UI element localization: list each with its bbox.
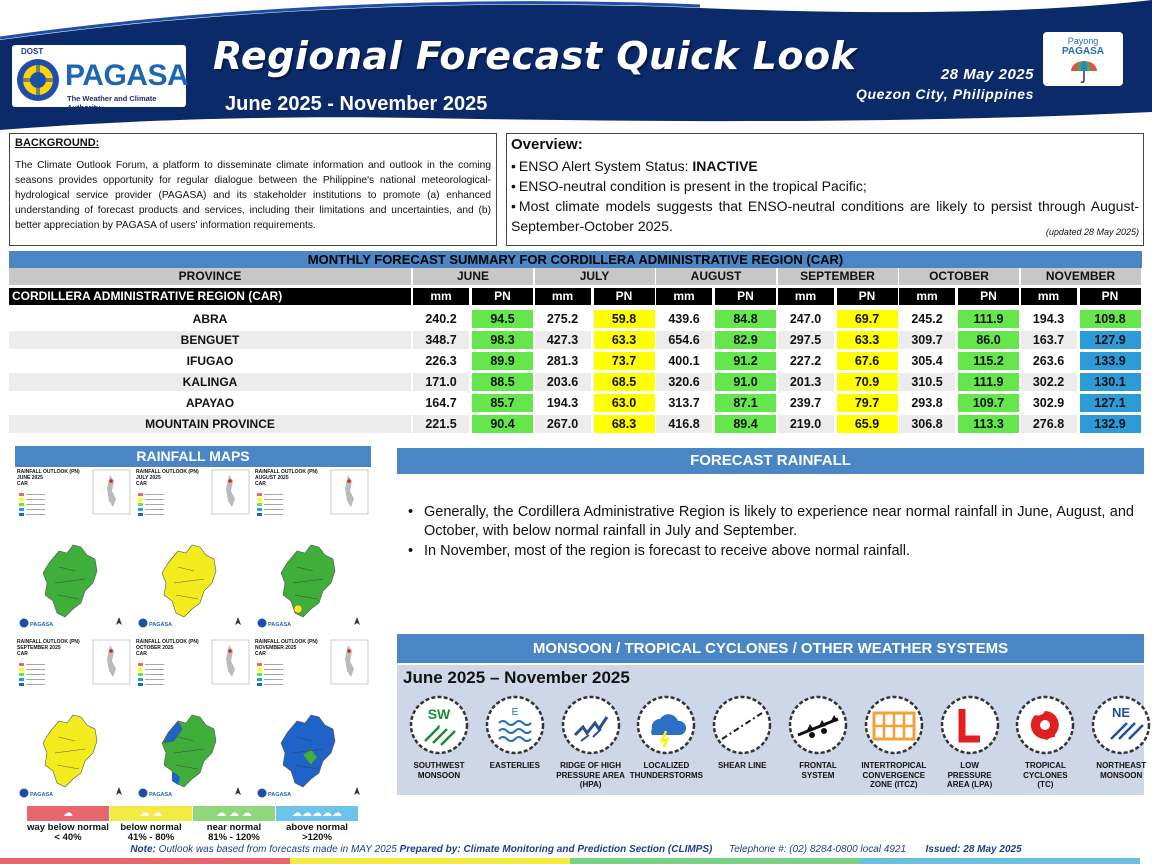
forecast-rainfall-list (408, 503, 1134, 562)
weather-systems-panel (397, 665, 1147, 795)
frontal-system-icon (788, 695, 848, 755)
legend-range: >120% (302, 832, 332, 843)
rainfall-mm-value: 194.3 (1032, 312, 1065, 326)
weather-system-label-line: CYCLONES (1023, 770, 1068, 780)
weather-system-label-line: LOCALIZED (643, 761, 690, 770)
rainfall-mm-value: 306.8 (899, 415, 955, 433)
footer (0, 844, 1152, 855)
easterlies-icon (485, 695, 545, 755)
weather-system-label-line: MONSOON (417, 770, 461, 780)
province-name: KALINGA (9, 373, 411, 391)
map-month-line: NOVEMBER 2025 (255, 645, 297, 651)
percent-normal-value: 63.3 (594, 331, 655, 349)
map-month-line: JUNE 2025 (17, 475, 43, 481)
forecast-rainfall-heading: FORECAST RAINFALL (397, 448, 1144, 474)
rainfall-mm-value: 310.5 (899, 373, 955, 391)
legend-label (27, 823, 109, 843)
background-heading: BACKGROUND: (15, 137, 100, 149)
rainfall-mm-value: 203.6 (535, 373, 591, 391)
rainfall-maps-heading: RAINFALL MAPS (15, 446, 371, 467)
percent-normal-value: 132.9 (1080, 415, 1141, 433)
legend-swatch (276, 806, 358, 821)
weather-system-label-line: INTERTROPICAL (861, 761, 927, 770)
footer-prepared-by: Prepared by: Climate Monitoring and Prediction Section (CLIMPS) (399, 844, 713, 855)
rainfall-map-graphic (134, 637, 252, 805)
weather-systems-heading: MONSOON / TROPICAL CYCLONES / OTHER WEATHER SYSTEMS (397, 634, 1144, 663)
mm-column-header: mm (1021, 288, 1077, 305)
weather-system-label (622, 761, 710, 780)
footer-note-label: Note: (130, 844, 156, 855)
weather-system-label-line: SHEAR LINE (717, 761, 767, 770)
footer-stripe-red (0, 858, 290, 864)
rainfall-mm-value: 276.8 (1021, 415, 1077, 433)
percent-normal-value: 113.3 (958, 415, 1019, 433)
legend-swatch (193, 806, 275, 821)
month-header-june: JUNE (413, 268, 533, 285)
map-region-line: CAR (17, 651, 28, 657)
pn-column-header: PN (837, 288, 898, 305)
header-banner (0, 0, 1152, 130)
percent-normal-value: 91.2 (715, 352, 776, 370)
rainfall-map-graphic (15, 467, 133, 635)
legend-range: 81% - 120% (208, 832, 260, 843)
legend-range: 41% - 80% (127, 832, 175, 843)
rainfall-mm-value: 348.7 (413, 331, 469, 349)
rainfall-mm-value: 221.5 (413, 415, 469, 433)
percent-normal-value: 67.6 (837, 352, 898, 370)
rainfall-mm-value: 227.2 (789, 354, 822, 368)
percent-normal-value: 85.7 (472, 394, 533, 412)
rain-cloud-icon: ☁ ☁ ☁ (216, 808, 252, 819)
footer-stripe-green (570, 858, 860, 864)
rainfall-mm-value: 194.3 (546, 396, 579, 410)
agency-name: PAGASA (65, 59, 189, 92)
legend-category: near normal (206, 822, 262, 833)
overview-enso-status (511, 156, 1139, 176)
rainfall-map-graphic (15, 637, 133, 805)
rainfall-map (253, 637, 371, 805)
weather-system-label-line: RIDGE OF HIGH (560, 761, 622, 770)
rainfall-map (253, 467, 371, 635)
weather-system-label-line: CONVERGENCE (862, 770, 926, 780)
legend-swatch (110, 806, 192, 821)
mm-column-header: mm (656, 288, 712, 305)
percent-normal-value: 69.7 (837, 310, 898, 328)
weather-system-label-line: AREA (LPA) (946, 780, 993, 789)
svg-text:PAGASA: PAGASA (268, 622, 292, 628)
rainfall-map (15, 637, 133, 805)
percent-normal-value: 65.9 (837, 415, 898, 433)
rainfall-map-graphic (253, 467, 371, 635)
weather-system-label (850, 761, 938, 790)
percent-normal-value: 109.7 (958, 394, 1019, 412)
weather-system-label-line: NORTHEAST (1096, 761, 1147, 770)
rainfall-mm-value: 309.7 (899, 331, 955, 349)
province-name: BENGUET (9, 331, 411, 349)
percent-normal-value: 127.1 (1080, 394, 1141, 412)
province-name: APAYAO (185, 396, 235, 410)
svg-text:PAGASA: PAGASA (30, 792, 54, 798)
rainfall-mm-value: 245.2 (911, 312, 943, 326)
umbrella-icon (1070, 60, 1098, 84)
rainfall-mm-value: 275.2 (546, 312, 579, 326)
footer-issued: Issued: 28 May 2025 (925, 844, 1022, 855)
rainfall-mm-value: 164.7 (425, 396, 457, 410)
legend-label (110, 823, 192, 843)
overview-list (511, 156, 1139, 236)
issue-date: 28 May 2025 (940, 66, 1034, 83)
mm-column-header: mm (899, 288, 955, 305)
legend-range: < 40% (54, 832, 82, 843)
percent-normal-value: 87.1 (715, 394, 776, 412)
cloud-icon: ☁ ☁ (139, 808, 163, 819)
legend-category: below normal (120, 822, 182, 833)
svg-text:PAGASA: PAGASA (149, 792, 173, 798)
payong-pagasa-logo (1043, 32, 1123, 86)
payong-pagasa-label: PAGASA (1061, 46, 1105, 57)
rainfall-mm-value: 305.4 (911, 354, 943, 368)
month-header-july: JULY (535, 268, 655, 285)
weather-system-label-line: MONSOON (1100, 770, 1143, 780)
overview-section (506, 133, 1144, 246)
pn-column-header: PN (958, 288, 1019, 305)
weather-system-label-line: ZONE (ITCZ) (870, 780, 918, 789)
rainfall-map (15, 467, 133, 635)
weather-system-label-line: THUNDERSTORMS (629, 770, 703, 780)
percent-normal-value: 63.3 (837, 331, 898, 349)
percent-normal-value: 63.0 (594, 394, 655, 412)
footer-note-text: Outlook was based from forecasts made in MAY 2025 (158, 844, 397, 855)
rainfall-mm-value: 293.8 (911, 396, 943, 410)
enso-status-value: INACTIVE (692, 158, 758, 174)
weather-system-label-line: PRESSURE (947, 770, 992, 780)
southwest-monsoon-icon (409, 695, 469, 755)
shear-line-icon (712, 695, 772, 755)
month-header-november: NOVEMBER (1021, 268, 1141, 285)
map-title-line: RAINFALL OUTLOOK (PN) (136, 469, 199, 475)
svg-text:SW: SW (427, 706, 451, 722)
mm-column-header: mm (413, 288, 469, 305)
mm-column-header: mm (535, 288, 591, 305)
rainfall-mm-value: 400.1 (668, 354, 700, 368)
rainfall-map (134, 467, 252, 635)
map-title-line: RAINFALL OUTLOOK (PN) (136, 639, 199, 645)
page-title: Regional Forecast Quick Look (213, 34, 857, 78)
forecast-bullet: • In November, most of the region is forecast to receive above normal rainfall. (408, 542, 1134, 561)
rainfall-mm-value: 240.2 (425, 312, 457, 326)
percent-normal-value: 79.7 (837, 394, 898, 412)
percent-normal-value: 133.9 (1080, 352, 1141, 370)
percent-normal-value: 115.2 (958, 352, 1019, 370)
rainfall-mm-value: 302.9 (1032, 396, 1065, 410)
map-month-line: AUGUST 2025 (255, 475, 289, 481)
rainfall-mm-value: 439.6 (668, 312, 700, 326)
weather-system-label (471, 761, 559, 771)
map-region-line: CAR (17, 481, 28, 487)
weather-system-label (698, 761, 786, 771)
svg-text:PAGASA: PAGASA (268, 792, 292, 798)
rainfall-map-graphic (253, 637, 371, 805)
percent-normal-value: 94.5 (472, 310, 533, 328)
map-region-line: CAR (136, 651, 147, 657)
province-name: MOUNTAIN PROVINCE (9, 415, 411, 433)
percent-normal-value: 89.9 (472, 352, 533, 370)
map-month-line: SEPTEMBER 2025 (17, 645, 61, 651)
percent-normal-value: 111.9 (958, 373, 1019, 391)
percent-normal-value: 98.3 (472, 331, 533, 349)
province-name: ABRA (192, 312, 228, 326)
high-pressure-area-icon (561, 695, 621, 755)
percent-normal-value: 90.4 (472, 415, 533, 433)
pn-column-header: PN (472, 288, 533, 305)
rainfall-mm-value: 171.0 (413, 373, 469, 391)
percent-normal-value: 89.4 (715, 415, 776, 433)
weather-system-label (774, 761, 862, 780)
rainfall-mm-value: 219.0 (778, 415, 834, 433)
month-header-october: OCTOBER (899, 268, 1019, 285)
table-province-header: PROVINCE (9, 268, 411, 285)
weather-system-label (926, 761, 1014, 790)
pagasa-logo (12, 45, 189, 112)
overview-bullet: • Most climate models suggests that ENSO-neutral conditions are likely to persist through August-September-October 2025. (511, 196, 1139, 236)
mm-column-header: mm (778, 288, 834, 305)
overview-heading: Overview: (511, 136, 583, 153)
map-title-line: RAINFALL OUTLOOK (PN) (255, 639, 318, 645)
percent-normal-value: 68.5 (594, 373, 655, 391)
percent-normal-value: 88.5 (472, 373, 533, 391)
issue-location: Quezon City, Philippines (855, 86, 1034, 102)
rainfall-mm-value: 239.7 (789, 396, 822, 410)
legend-label (193, 823, 275, 843)
weather-system-label (1077, 761, 1152, 780)
percent-normal-value: 127.9 (1080, 331, 1141, 349)
rainfall-map (134, 637, 252, 805)
weather-system-label-line: TROPICAL (1024, 761, 1066, 770)
rainfall-mm-value: 263.6 (1032, 354, 1065, 368)
map-region-line: CAR (255, 651, 266, 657)
rainfall-mm-value: 247.0 (789, 312, 822, 326)
footer-telephone: Telephone #: (02) 8284-0800 local 4921 (729, 844, 907, 855)
percent-normal-value: 70.9 (837, 373, 898, 391)
percent-normal-value: 86.0 (958, 331, 1019, 349)
map-region-line: CAR (255, 481, 266, 487)
rainfall-mm-value: 226.3 (425, 354, 457, 368)
pn-column-header: PN (715, 288, 776, 305)
forecast-period: June 2025 - November 2025 (225, 93, 488, 115)
percent-normal-value: 111.9 (958, 310, 1019, 328)
weather-system-label-line: PRESSURE AREA (556, 770, 625, 780)
percent-normal-value: 68.3 (594, 415, 655, 433)
rainfall-mm-value: 163.7 (1021, 331, 1077, 349)
rainfall-map-graphic (134, 467, 252, 635)
rainfall-mm-value: 427.3 (535, 331, 591, 349)
weather-system-label-line: SOUTHWEST (413, 761, 465, 770)
background-text: The Climate Outlook Forum, a platform to disseminate climate information and outlook in the coming seasons provides opportunity for regular dialogue between the Philippine's national meteorological-hydrological service provider (PAGASA) and its stakeholder institutions to promote (a) enhanced understanding of forecast products and services, including their limitations and uncertainties, and (b) better appreciation by PAGASA of users' information requirements. (15, 160, 491, 231)
legend-category: way below normal (27, 822, 109, 833)
legend-label (276, 823, 358, 843)
rainfall-mm-value: 267.0 (535, 415, 591, 433)
map-title-line: RAINFALL OUTLOOK (PN) (17, 469, 80, 475)
weather-systems-period: June 2025 – November 2025 (403, 668, 630, 687)
weather-system-label (1001, 761, 1089, 790)
heavy-rain-icon: ☁☁☁☁☁ (292, 808, 342, 819)
weather-system-label-line: (HPA) (579, 780, 602, 789)
background-section (9, 133, 497, 246)
svg-text:PAGASA: PAGASA (149, 622, 173, 628)
legend-swatch (27, 806, 109, 821)
table-title: MONTHLY FORECAST SUMMARY FOR CORDILLERA ADMINISTRATIVE REGION (CAR) (9, 251, 1142, 268)
pagasa-seal-icon (16, 58, 60, 102)
map-title-line: RAINFALL OUTLOOK (PN) (17, 639, 80, 645)
percent-normal-value: 91.0 (715, 373, 776, 391)
rainfall-mm-value: 201.3 (778, 373, 834, 391)
percent-normal-value: 59.8 (594, 310, 655, 328)
footer-stripe-blue (860, 858, 1140, 864)
map-month-line: JULY 2025 (136, 475, 161, 481)
month-header-september: SEPTEMBER (778, 268, 898, 285)
weather-system-label (395, 761, 483, 780)
rainfall-mm-value: 281.3 (546, 354, 579, 368)
forecast-bullet: • Generally, the Cordillera Administrative Region is likely to experience near normal rainfall in June, August, and October, with below normal rainfall in July and September. (408, 503, 1134, 541)
tropical-cyclone-icon (1015, 695, 1075, 755)
weather-system-label-line: SYSTEM (801, 770, 835, 780)
rainfall-mm-value: 302.2 (1021, 373, 1077, 391)
map-title-line: RAINFALL OUTLOOK (PN) (255, 469, 318, 475)
rainfall-mm-value: 654.6 (656, 331, 712, 349)
dost-label: DOST (21, 47, 44, 56)
rainfall-mm-value: 320.6 (656, 373, 712, 391)
map-region-line: CAR (136, 481, 147, 487)
agency-tagline: The Weather and Climate Authority (67, 94, 157, 112)
svg-text:NE: NE (1112, 705, 1131, 720)
table-region-label: CORDILLERA ADMINISTRATIVE REGION (CAR) (9, 288, 411, 305)
overview-bullet: • ENSO-neutral condition is present in the tropical Pacific; (511, 176, 1139, 196)
weather-system-label-line: EASTERLIES (489, 761, 540, 770)
month-header-august: AUGUST (656, 268, 776, 285)
rainfall-mm-value: 313.7 (668, 396, 700, 410)
legend-category: above normal (286, 822, 348, 833)
rainfall-mm-value: 297.5 (778, 331, 834, 349)
rainfall-mm-value: 416.8 (656, 415, 712, 433)
weather-system-label-line: FRONTAL (799, 761, 837, 770)
itcz-icon (864, 695, 924, 755)
overview-updated-note: (updated 28 May 2025) (1045, 227, 1139, 237)
svg-text:E: E (511, 707, 519, 718)
percent-normal-value: 73.7 (594, 352, 655, 370)
weather-system-label-line: (TC) (1037, 780, 1054, 789)
percent-normal-value: 82.9 (715, 331, 776, 349)
percent-normal-value: 130.1 (1080, 373, 1141, 391)
footer-stripe-yellow (290, 858, 570, 864)
thunderstorm-icon (636, 695, 696, 755)
weather-system-label-line: LOW (960, 761, 979, 770)
northeast-monsoon-icon (1091, 695, 1151, 755)
svg-text:PAGASA: PAGASA (30, 622, 54, 628)
payong-label: Payong (1067, 36, 1099, 46)
rainfall-maps-grid (15, 467, 371, 803)
map-month-line: OCTOBER 2025 (136, 645, 174, 651)
province-name: IFUGAO (186, 354, 234, 368)
percent-normal-value: 109.8 (1080, 310, 1141, 328)
pn-column-header: PN (1080, 288, 1141, 305)
enso-status-label: ENSO Alert System Status: (518, 158, 693, 174)
low-pressure-area-icon (940, 695, 1000, 755)
weather-system-label (547, 761, 635, 790)
pn-column-header: PN (594, 288, 655, 305)
sun-icon: ☁ (63, 808, 73, 819)
percent-normal-value: 84.8 (715, 310, 776, 328)
